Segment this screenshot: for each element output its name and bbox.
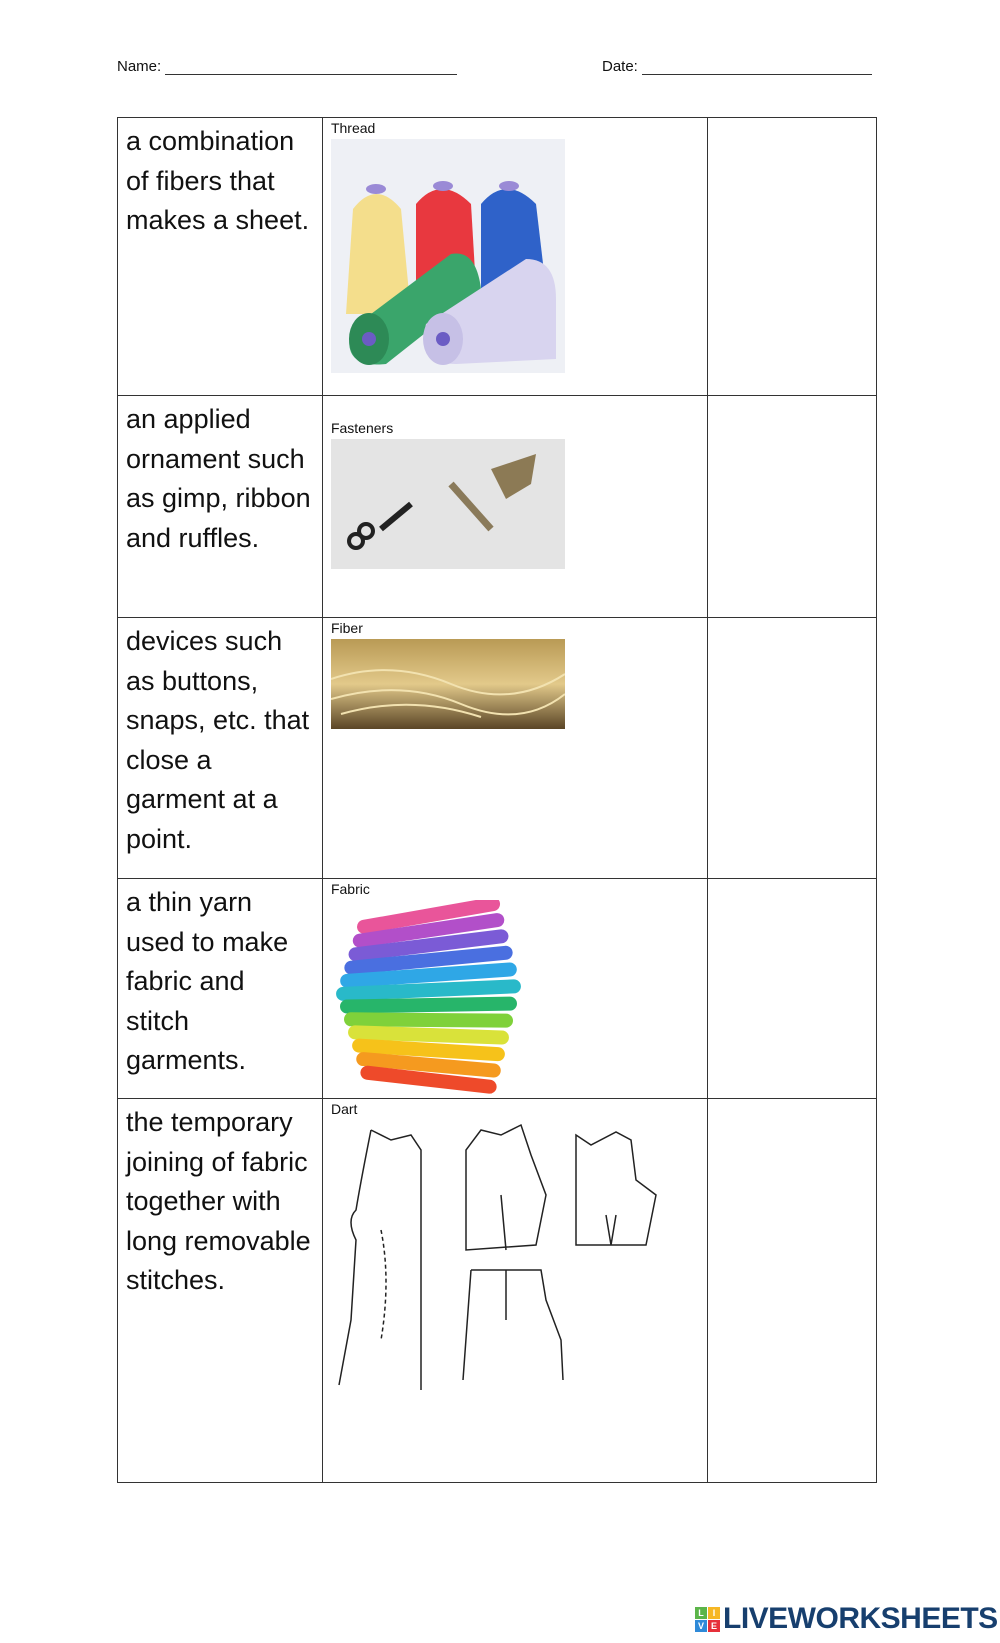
term-cell — [322, 879, 707, 1099]
answer-drop-cell[interactable] — [707, 879, 876, 1099]
table-row — [118, 618, 877, 879]
fasteners-image — [331, 439, 565, 569]
term-label[interactable]: Fabric — [330, 881, 370, 897]
term-cell — [322, 1099, 707, 1483]
answer-drop-cell[interactable] — [707, 396, 876, 618]
fiber-image — [331, 639, 565, 729]
term-label[interactable]: Fiber — [330, 620, 363, 636]
logo-text: LIVEWORKSHEETS — [723, 1602, 998, 1635]
term-label[interactable]: Fasteners — [330, 420, 394, 436]
term-cell — [322, 118, 707, 396]
liveworksheets-logo — [695, 1602, 998, 1636]
table-row — [118, 118, 877, 396]
table-row — [118, 1099, 877, 1483]
table-row — [118, 396, 877, 618]
answer-drop-cell[interactable] — [707, 1099, 876, 1483]
definition-cell: the temporary joining of fabric together with long removable stitches. — [118, 1099, 323, 1483]
date-label: Date: — [602, 58, 638, 75]
name-field[interactable] — [117, 58, 457, 75]
answer-drop-cell[interactable] — [707, 118, 876, 396]
term-label[interactable]: Thread — [330, 120, 376, 136]
fabric-stack-image — [331, 900, 565, 1095]
matching-table — [117, 117, 877, 1483]
definition-cell: an applied ornament such as gimp, ribbon and ruffles. — [118, 396, 323, 618]
answer-drop-cell[interactable] — [707, 618, 876, 879]
definition-cell: devices such as buttons, snaps, etc. that close a garment at a point. — [118, 618, 323, 879]
logo-icon: L I V E — [695, 1607, 720, 1632]
term-label[interactable]: Dart — [330, 1101, 358, 1117]
term-cell — [322, 396, 707, 618]
table-row — [118, 879, 877, 1099]
definition-cell: a thin yarn used to make fabric and stitch garments. — [118, 879, 323, 1099]
definition-cell: a combination of fibers that makes a sheet. — [118, 118, 323, 396]
date-field[interactable] — [602, 58, 872, 75]
thread-spools-image — [331, 139, 565, 373]
name-label: Name: — [117, 58, 162, 75]
term-cell — [322, 618, 707, 879]
dart-pattern-image — [331, 1120, 671, 1390]
